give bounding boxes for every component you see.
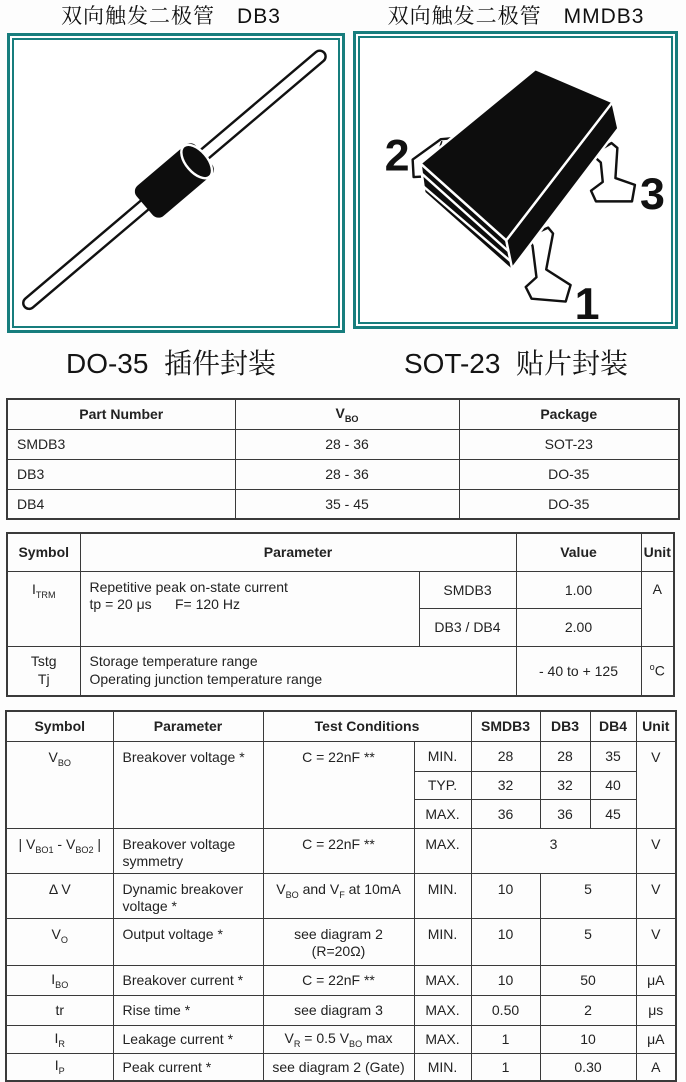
- cell-db3-db4: 0.30: [540, 1053, 636, 1081]
- cell-db4: 35: [590, 741, 636, 771]
- cell-db3: 28: [540, 741, 590, 771]
- cell-parameter: Breakover voltage *: [113, 741, 263, 828]
- cell-limit: MAX.: [414, 965, 471, 995]
- cell-symbol: $V_O$: [6, 918, 113, 965]
- cell-smdb3: 10: [471, 918, 540, 965]
- cell-symbol: $V_{BO}$: [6, 741, 113, 828]
- cell-symbol: $I_P$: [6, 1053, 113, 1081]
- condition-line: see diagram 2: [294, 925, 383, 942]
- cell-db3-db4: 10: [540, 1025, 636, 1053]
- header-test-conditions: Test Conditions: [263, 711, 471, 741]
- cell-parameter: [80, 646, 516, 696]
- cell-package: SOT-23: [459, 429, 679, 459]
- cell-db3-db4: 5: [540, 873, 636, 918]
- header-db3: DB3: [540, 711, 590, 741]
- table-row: [6, 965, 676, 995]
- header-unit: Unit: [641, 533, 674, 571]
- cell-parameter: Rise time *: [113, 995, 263, 1025]
- cell-smdb3: 0.50: [471, 995, 540, 1025]
- cell-limit: MIN.: [414, 918, 471, 965]
- cell-smdb3: 1: [471, 1053, 540, 1081]
- cell-condition: $V_R = 0.5$ $V_{BO}$ max: [263, 1025, 414, 1053]
- cell-condition: [263, 918, 414, 965]
- cell-unit: μs: [636, 995, 676, 1025]
- cell-db3-db4: 50: [540, 965, 636, 995]
- header-unit: Unit: [636, 711, 676, 741]
- header-value: Value: [516, 533, 641, 571]
- cell-smdb3: 36: [471, 799, 540, 828]
- cell-limit: MIN.: [414, 741, 471, 771]
- header-vbo: $V_{BO}$: [235, 399, 459, 429]
- cell-smdb3: 10: [471, 965, 540, 995]
- parameter-line: Operating junction temperature range: [89, 670, 323, 687]
- cell-limit: MAX.: [414, 1025, 471, 1053]
- cell-part: SMDB3: [7, 429, 235, 459]
- header-symbol: Symbol: [6, 711, 113, 741]
- pin-1-label: 1: [574, 279, 600, 322]
- parameter-line: Dynamic breakover: [122, 880, 244, 897]
- right-panel-title: 双向触发二极管 MMDB3: [387, 5, 645, 28]
- parameter-line: voltage *: [122, 898, 177, 914]
- parameter-line: Breakover voltage: [122, 835, 236, 852]
- table-row: [6, 995, 676, 1025]
- left-panel-title: 双向触发二极管 DB3: [61, 5, 281, 28]
- header-part-number: Part Number: [7, 399, 235, 429]
- cell-part: DB3: [7, 459, 235, 489]
- cell-parameter: Output voltage *: [113, 918, 263, 965]
- table-header-row: [6, 711, 676, 741]
- cell-part: DB4: [7, 489, 235, 519]
- header-smdb3: SMDB3: [471, 711, 540, 741]
- cell-unit: V: [636, 828, 676, 873]
- cell-vbo: 28 - 36: [235, 459, 459, 489]
- cell-parameter: Leakage current *: [113, 1025, 263, 1053]
- cell-condition: $V_{BO}$ and $V_F$ at 10mA: [263, 873, 414, 918]
- cell-unit: A: [641, 571, 674, 646]
- cell-symbol: $I_{BO}$: [6, 965, 113, 995]
- table-header-row: [7, 399, 679, 429]
- cell-db4: 40: [590, 771, 636, 799]
- cell-unit: V: [636, 873, 676, 918]
- header-db4: DB4: [590, 711, 636, 741]
- cell-condition: C = 22nF **: [263, 741, 414, 828]
- cell-vbo: 28 - 36: [235, 429, 459, 459]
- cell-smdb3: 28: [471, 741, 540, 771]
- cell-unit: V: [636, 741, 676, 828]
- cell-parameter: [113, 828, 263, 873]
- cell-condition: see diagram 3: [263, 995, 414, 1025]
- cell-db3: 36: [540, 799, 590, 828]
- cell-unit: $^o$C: [641, 646, 674, 696]
- cell-smdb3: 1: [471, 1025, 540, 1053]
- sot23-caption: SOT-23 贴片封装: [403, 348, 629, 379]
- cell-value-all: 3: [471, 828, 636, 873]
- cell-symbol: | $V_{BO1} - V_{BO2}$ |: [6, 828, 113, 873]
- cell-symbol: $I_R$: [6, 1025, 113, 1053]
- cell-value: 1.00: [516, 571, 641, 608]
- cell-limit: TYP.: [414, 771, 471, 799]
- cell-value: 2.00: [516, 608, 641, 646]
- parameter-line: Storage temperature range: [89, 653, 258, 670]
- cell-limit: MAX.: [414, 828, 471, 873]
- header-parameter: Parameter: [80, 533, 516, 571]
- table-header-row: [7, 533, 674, 571]
- cell-unit: V: [636, 918, 676, 965]
- cell-parameter: Peak current *: [113, 1053, 263, 1081]
- table-row: [7, 429, 679, 459]
- cell-parameter: [80, 571, 419, 646]
- cell-unit: A: [636, 1053, 676, 1081]
- cell-smdb3: 32: [471, 771, 540, 799]
- pin-3-label: 3: [640, 169, 665, 220]
- cell-device: SMDB3: [419, 571, 516, 608]
- do35-image-frame: [7, 33, 345, 333]
- cell-condition: C = 22nF **: [263, 965, 414, 995]
- cell-db3-db4: 5: [540, 918, 636, 965]
- header-symbol: Symbol: [7, 533, 80, 571]
- table-row: [7, 459, 679, 489]
- part-number-table: [6, 398, 680, 520]
- cell-limit: MIN.: [414, 873, 471, 918]
- cell-package: DO-35: [459, 489, 679, 519]
- table-row: [6, 1025, 676, 1053]
- cell-symbol: Δ V: [6, 873, 113, 918]
- ratings-table: [6, 532, 675, 697]
- parameter-line: tp = 20 μs F= 120 Hz: [89, 596, 240, 612]
- do35-caption: DO-35 插件封装: [65, 348, 277, 379]
- sot23-package-drawing: [360, 38, 671, 322]
- table-row: [7, 571, 674, 608]
- cell-symbol: $I_{TRM}$: [7, 571, 80, 646]
- cell-vbo: 35 - 45: [235, 489, 459, 519]
- table-row: [6, 1053, 676, 1081]
- cell-limit: MAX.: [414, 799, 471, 828]
- header-parameter: Parameter: [113, 711, 263, 741]
- cell-limit: MAX.: [414, 995, 471, 1025]
- do35-diode-drawing: [14, 40, 338, 326]
- cell-db4: 45: [590, 799, 636, 828]
- cell-parameter: [113, 873, 263, 918]
- cell-value: - 40 to + 125: [516, 646, 641, 696]
- header-package: Package: [459, 399, 679, 429]
- table-row: [7, 646, 674, 696]
- parameter-line: Repetitive peak on-state current: [89, 578, 288, 595]
- parameter-line: symmetry: [122, 853, 184, 869]
- do35-image-inner-border: [12, 38, 340, 328]
- cell-device: DB3 / DB4: [419, 608, 516, 646]
- cell-symbol: [7, 646, 80, 696]
- table-row: [6, 873, 676, 918]
- cell-package: DO-35: [459, 459, 679, 489]
- cell-unit: μA: [636, 965, 676, 995]
- cell-unit: μA: [636, 1025, 676, 1053]
- cell-db3-db4: 2: [540, 995, 636, 1025]
- cell-smdb3: 10: [471, 873, 540, 918]
- condition-line: (R=20Ω): [311, 943, 366, 959]
- table-row: [6, 918, 676, 965]
- electrical-table: [5, 710, 677, 1082]
- cell-condition: C = 22nF **: [263, 828, 414, 873]
- sot23-image-inner-border: [358, 36, 673, 324]
- symbol-line: Tstg: [30, 653, 57, 670]
- table-row: [7, 489, 679, 519]
- table-row: [6, 741, 676, 771]
- cell-symbol: tr: [6, 995, 113, 1025]
- symbol-line: Tj: [37, 670, 50, 687]
- sot23-image-frame: [353, 31, 678, 329]
- cell-db3: 32: [540, 771, 590, 799]
- cell-limit: MIN.: [414, 1053, 471, 1081]
- cell-condition: see diagram 2 (Gate): [263, 1053, 414, 1081]
- pin-2-label: 2: [384, 130, 410, 181]
- table-row: [6, 828, 676, 873]
- cell-parameter: Breakover current *: [113, 965, 263, 995]
